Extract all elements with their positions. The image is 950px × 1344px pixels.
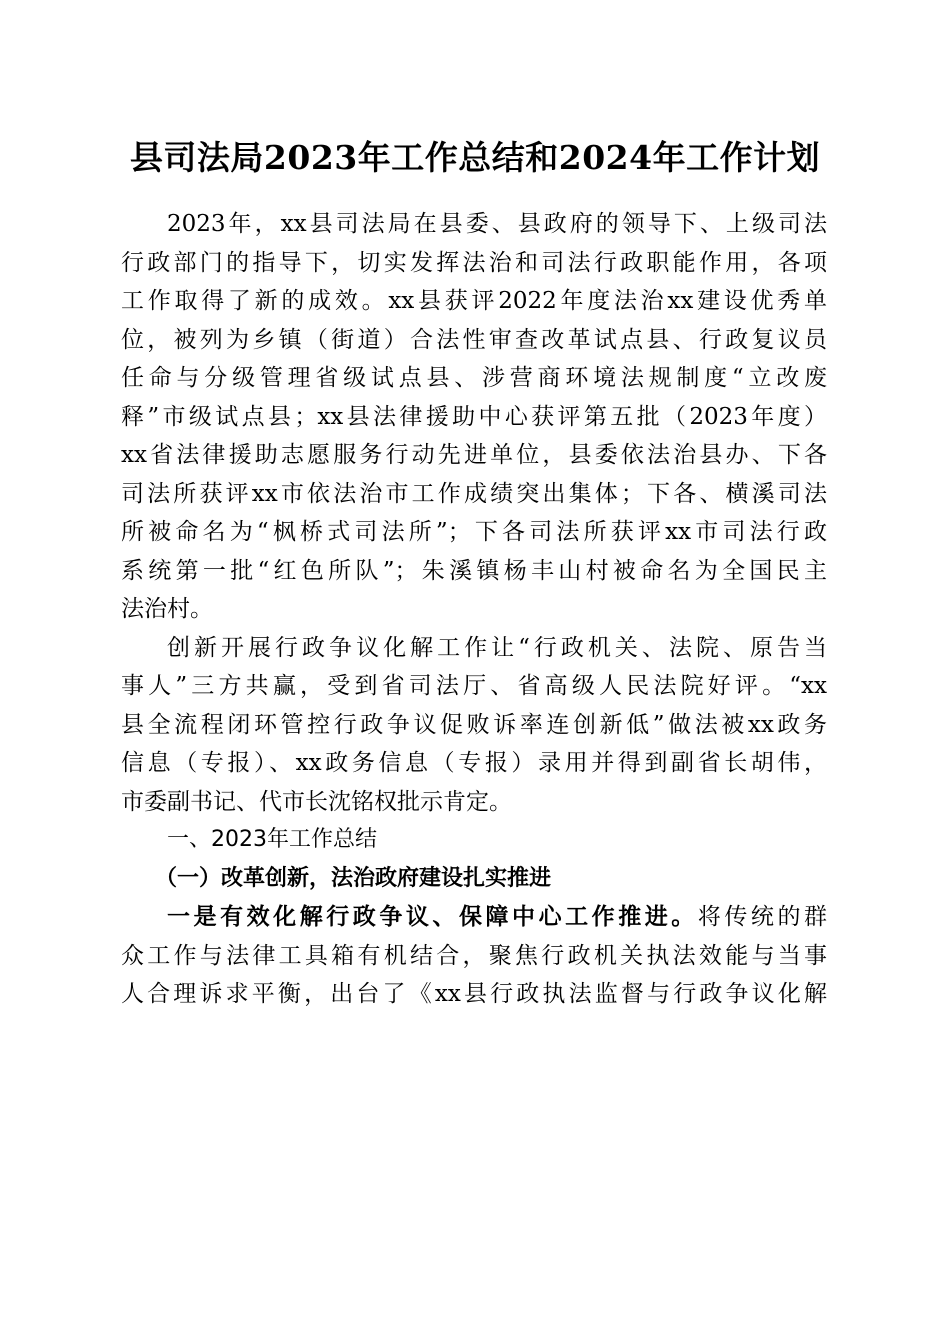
paragraph-line: [121, 898, 827, 937]
document-body: [121, 205, 827, 1014]
paragraph-line: 释”市级试点县；xx县法律援助中心获评第五批（2023年度）: [121, 403, 827, 430]
paragraph-lead: 一是有效化解行政争议、保障中心工作推进。: [167, 904, 698, 930]
paragraph-line: 任命与分级管理省级试点县、涉营商环境法规制度“立改废: [121, 365, 827, 391]
paragraph-line: 市委副书记、代市长沈铭权批示肯定。: [121, 788, 512, 815]
paragraph-line: 所被命名为“枫桥式司法所”；下各司法所获评xx市司法行政: [121, 519, 827, 545]
paragraph-line: 司法所获评xx市依法治市工作成绩突出集体；下各、横溪司法: [121, 480, 827, 507]
paragraph-innovation: [121, 629, 827, 822]
paragraph-line: 信息（专报）、xx政务信息（专报）录用并得到副省长胡伟，: [121, 750, 827, 776]
paragraph-line: 法治村。: [121, 596, 213, 622]
paragraph-lead-rest: 将传统的群: [697, 904, 828, 930]
paragraph-first-point: [121, 898, 827, 1014]
subsection-heading: （一）改革创新，法治政府建设扎实推进: [155, 865, 552, 891]
paragraph-line: 行政部门的指导下，切实发挥法治和司法行政职能作用，各项: [121, 249, 827, 276]
paragraph-line: 2023年，xx县司法局在县委、县政府的领导下、上级司法: [167, 211, 827, 237]
paragraph-line: 工作取得了新的成效。xx县获评2022年度法治xx建设优秀单: [121, 288, 827, 314]
paragraph-intro: [121, 205, 827, 629]
document-title: 县司法局2023年工作总结和2024年工作计划: [129, 138, 821, 177]
paragraph-line: 县全流程闭环管控行政争议促败诉率连创新低”做法被xx政务: [121, 711, 827, 738]
paragraph-line: xx省法律援助志愿服务行动先进单位，县委依法治县办、下各: [121, 442, 827, 468]
paragraph-line: 事人”三方共赢，受到省司法厅、省高级人民法院好评。“xx: [121, 673, 827, 699]
paragraph-line: 人合理诉求平衡，出台了《xx县行政执法监督与行政争议化解: [121, 981, 827, 1007]
paragraph-line: 位，被列为乡镇（街道）合法性审查改革试点县、行政复议员: [121, 326, 827, 353]
section-heading: 一、2023年工作总结: [167, 827, 377, 852]
paragraph-line: 创新开展行政争议化解工作让“行政机关、法院、原告当: [167, 634, 827, 661]
paragraph-line: 系统第一批“红色所队”；朱溪镇杨丰山村被命名为全国民主: [121, 557, 827, 584]
paragraph-line: 众工作与法律工具箱有机结合，聚焦行政机关执法效能与当事: [121, 942, 827, 969]
